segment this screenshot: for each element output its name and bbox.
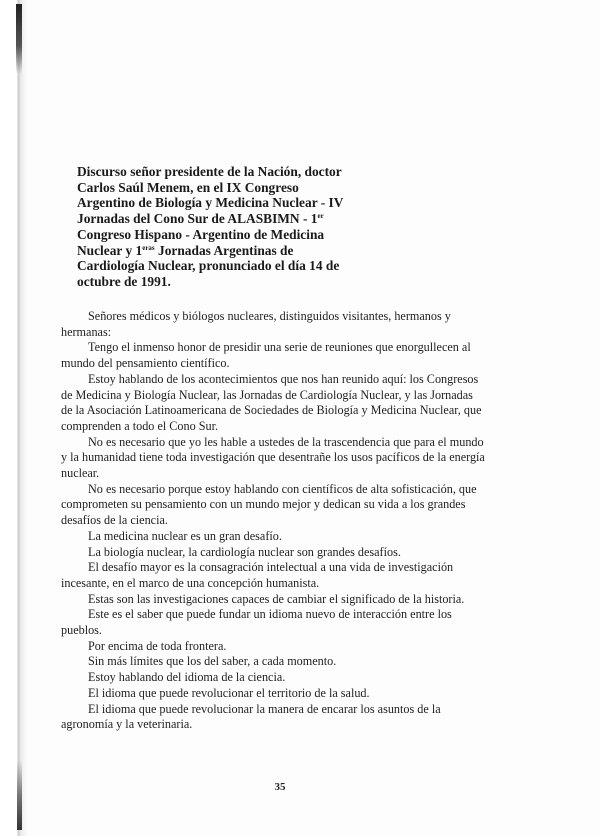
paragraph: Señores médicos y biólogos nucleares, distinguidos visitantes, hermanos y hermanas: [61,309,451,339]
title-part-1: Discurso señor presidente de la Nación, doctor Carlos Saúl Menem, en el IX Congreso Argentino de Biología y Medicina Nuclear - IV Jornadas del Cono Sur de ALASBIMN - 1 [77,164,344,227]
paragraph: No es necesario porque estoy hablando con científicos de alta sofisticación, que comprometen su pensamiento con un mundo mejor y dedican su vida a los grandes desafíos de la ciencia. [61,481,477,528]
page-number: 35 [274,781,286,793]
scan-shadow-bottom [17,760,22,830]
title-superscript-1: er [317,212,324,221]
paragraph: La medicina nuclear es un gran desafío. [88,528,282,543]
paragraph: Este es el saber que puede fundar un idioma nuevo de interacción entre los pueblos. [61,607,452,638]
paragraph: Estas son las investigaciones capaces de cambiar el significado de la historia. [88,591,465,606]
paragraph: La biología nuclear, la cardiología nuclear son grandes desafíos. [88,544,401,559]
title-part-3: Jornadas Argentinas de Cardiología Nuclear, pronunciado el día 14 de octubre de 1991. [77,242,340,289]
paragraph: No es necesario que yo les hable a ustedes de la trascendencia que para el mundo y la humanidad tiene toda investigación que desentrañe los usos pacíficos de la energía nuclear. [61,434,485,481]
paragraph: Estoy hablando de los acontecimientos que nos han reunido aquí: los Congresos de Medicina y Biología Nuclear, las Jornadas de Cardiología Nuclear, y las Jornadas de la Asociación Latinoamericana de Sociedades de Biología y Medicina Nuclear, que comprenden a todo el Cono Sur. [61,371,482,433]
title-superscript-2: eras [142,243,155,252]
scan-shadow-top [16,4,22,74]
paragraph: Sin más límites que los del saber, a cada momento. [88,654,337,669]
speech-body [61,309,486,733]
paragraph: El idioma que puede revolucionar el territorio de la salud. [88,685,370,700]
title-part-2: Congreso Hispano - Argentino de Medicina Nuclear y 1 [77,226,325,258]
paragraph: El idioma que puede revolucionar la manera de encarar los asuntos de la agronomía y la veterinaria. [61,701,441,732]
paragraph: El desafío mayor es la consagración intelectual a una vida de investigación incesante, en el marco de una concepción humanista. [61,560,454,590]
speech-title [77,164,345,290]
paragraph: Estoy hablando del idioma de la ciencia. [88,670,286,685]
paragraph: Por encima de toda frontera. [88,638,227,653]
scan-binding-edge [0,0,28,836]
paragraph: Tengo el inmenso honor de presidir una serie de reuniones que enorgullecen al mundo del pensamiento científico. [61,340,471,371]
